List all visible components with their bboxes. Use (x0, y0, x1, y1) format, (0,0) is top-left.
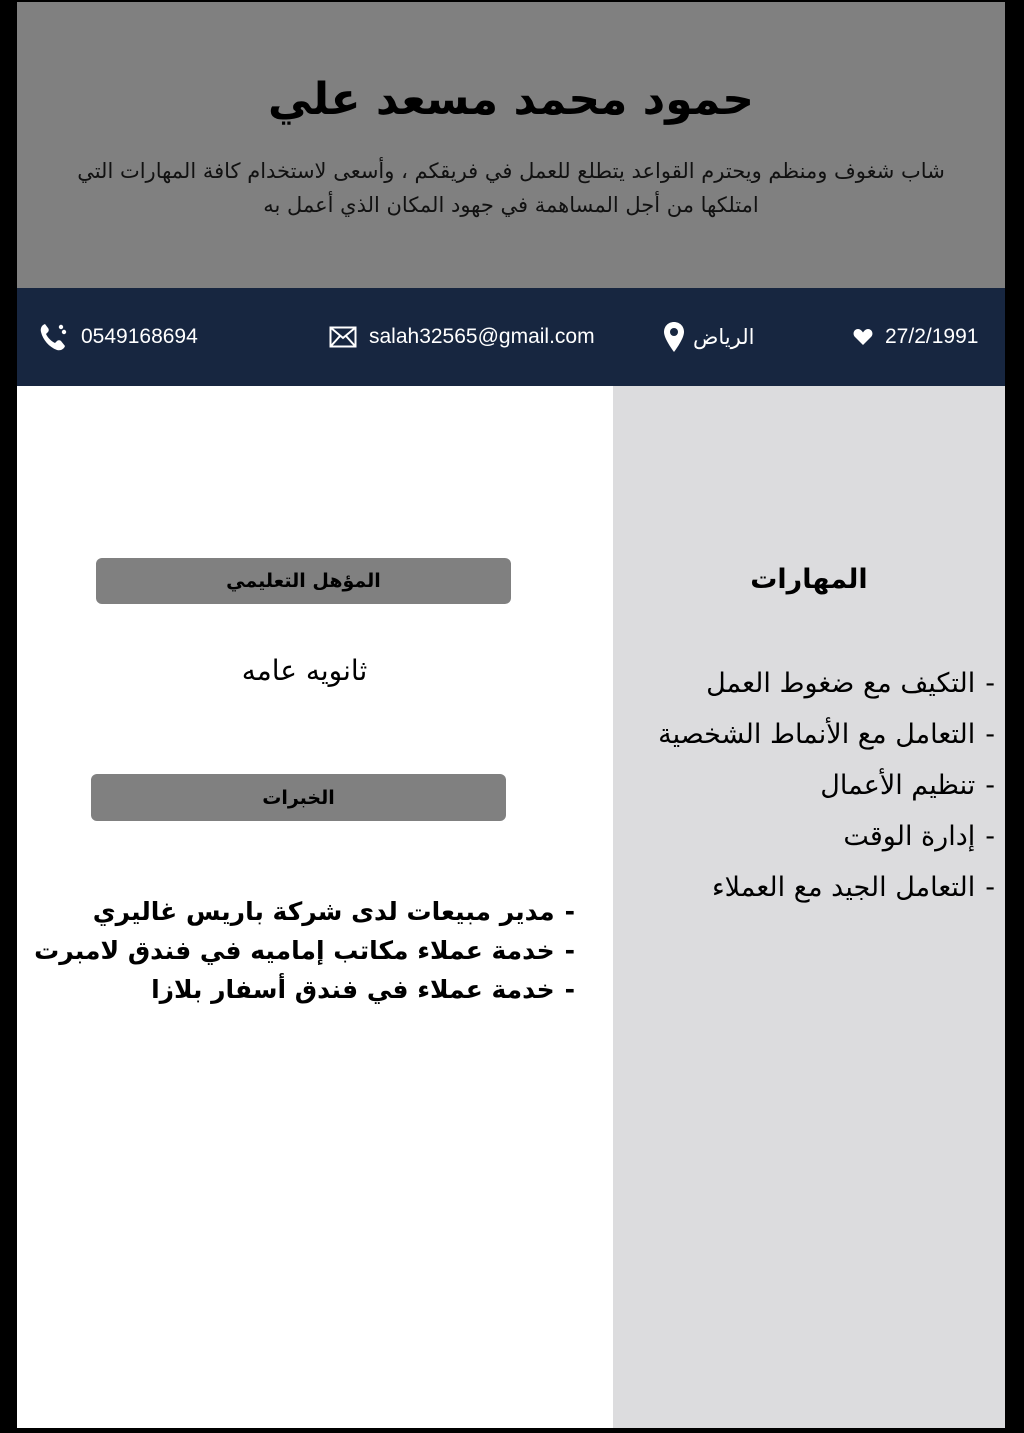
list-item: -التكيف مع ضغوط العمل (706, 668, 995, 699)
phone-number: 0549168694 (81, 325, 198, 348)
contact-birthdate (853, 288, 978, 386)
location-pin-icon (663, 321, 685, 353)
skills-title: المهارات (750, 564, 868, 595)
contact-email (329, 288, 595, 386)
list-item: -خدمة عملاء مكاتب إماميه في فندق لامبرت (34, 936, 575, 965)
city-name: الرياض (693, 325, 755, 349)
email-address: salah32565@gmail.com (369, 325, 595, 348)
candidate-summary: شاب شغوف ومنظم ويحترم القواعد يتطلع للعمل في فريقكم ، وأسعى لاستخدام كافة المهارات التي امتلكها من أجل المساهمة في جهود المكان الذي أعمل به (77, 159, 945, 217)
list-item: -إدارة الوقت (843, 821, 995, 852)
list-item: -مدير مبيعات لدى شركة باريس غاليري (92, 897, 575, 926)
candidate-name: حمود محمد مسعد علي (268, 74, 754, 125)
resume-header (17, 2, 1005, 288)
experience-title: الخبرات (262, 786, 335, 809)
birthdate: 27/2/1991 (885, 325, 979, 348)
contact-bar (17, 288, 1005, 386)
experience-list (34, 892, 575, 1009)
resume-page (17, 2, 1005, 1428)
list-item: -خدمة عملاء في فندق أسفار بلازا (151, 975, 575, 1004)
list-item: -تنظيم الأعمال (820, 770, 995, 801)
skills-list (658, 658, 995, 913)
education-title: المؤهل التعليمي (226, 570, 381, 592)
list-item: -التعامل مع الأنماط الشخصية (658, 719, 995, 750)
list-item: -التعامل الجيد مع العملاء (711, 872, 995, 903)
contact-city (663, 288, 754, 386)
contact-phone (37, 288, 198, 386)
experience-heading (91, 774, 506, 821)
envelope-icon (329, 326, 357, 348)
education-heading (96, 558, 511, 604)
heart-icon (853, 328, 873, 346)
education-value: ثانويه عامه (241, 654, 368, 687)
phone-icon (37, 321, 69, 353)
